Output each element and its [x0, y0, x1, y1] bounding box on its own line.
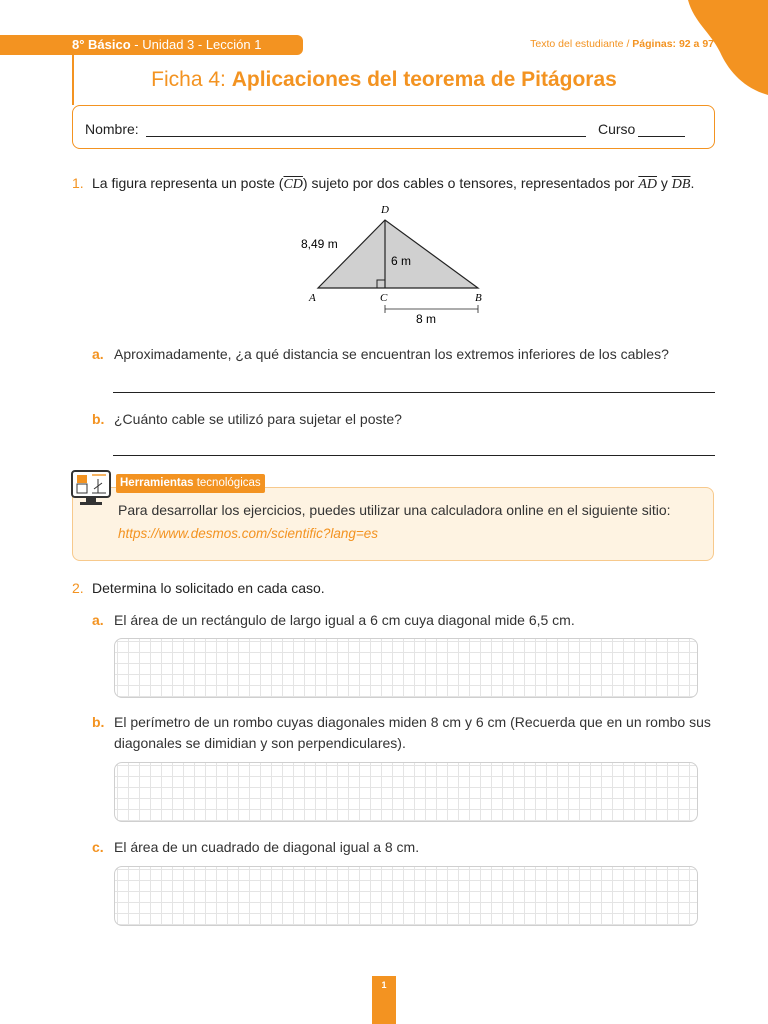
q2c-letter: c.: [92, 839, 104, 855]
side-ad-length: 8,49 m: [301, 237, 338, 251]
q2a-letter: a.: [92, 612, 104, 628]
segment-cd: $\overline{CD}$: [283, 177, 303, 192]
grade-label: 8° Básico: [72, 37, 131, 52]
course-field[interactable]: [638, 136, 685, 137]
reference-label: [530, 38, 714, 50]
q2-text: Determina lo solicitado en cada caso.: [92, 580, 325, 596]
computer-icon: [70, 469, 114, 507]
name-label: Nombre:: [85, 121, 139, 137]
label-d: D: [381, 204, 389, 216]
q1b-answer-line[interactable]: [113, 455, 715, 456]
base-cb-length: 8 m: [416, 312, 437, 326]
reference-prefix: Texto del estudiante /: [530, 38, 633, 50]
q2a-work-area[interactable]: [114, 638, 698, 698]
q2b-work-area[interactable]: [114, 762, 698, 822]
page-number: 1: [372, 976, 396, 1024]
tools-tag: [116, 474, 265, 493]
tools-text: Para desarrollar los ejercicios, puedes utilizar una calculadora online en el siguiente sitio:: [118, 502, 671, 518]
tools-box: [72, 487, 714, 561]
q1a-answer-line[interactable]: [113, 392, 715, 393]
q1b-letter: b.: [92, 411, 105, 427]
q1-text-end: .: [690, 175, 695, 191]
height-cd-length: 6 m: [391, 254, 412, 268]
label-b: B: [475, 292, 482, 304]
q1-number: 1.: [72, 175, 84, 191]
pole-triangle-figure: [290, 198, 500, 333]
lesson-header: [0, 35, 303, 55]
name-field[interactable]: [146, 136, 586, 137]
student-info-box: [72, 105, 715, 149]
segment-db: $\overline{DB}$: [671, 177, 691, 192]
q2c-text: El área de un cuadrado de diagonal igual a 8 cm.: [114, 839, 420, 855]
q2b-text-line1: El perímetro de un rombo cuyas diagonales miden 8 cm y 6 cm (Recuerda que en un rombo sus: [114, 714, 711, 730]
q2-number: 2.: [72, 580, 84, 596]
tools-tag-light: tecnológicas: [196, 477, 261, 489]
reference-pages: Páginas: 92 a 97: [632, 38, 714, 50]
page-title: [0, 68, 768, 92]
course-label: Curso: [598, 121, 636, 137]
segment-ad: $\overline{AD}$: [638, 177, 658, 192]
q1a-letter: a.: [92, 346, 104, 362]
label-c: C: [380, 292, 388, 304]
q1-text-before: La figura representa un poste (: [92, 175, 284, 191]
tools-tag-bold: Herramientas: [120, 477, 194, 489]
title-prefix: Ficha 4:: [151, 68, 232, 91]
unit-lesson-label: - Unidad 3 - Lección 1: [130, 37, 262, 52]
title-main: Aplicaciones del teorema de Pitágoras: [231, 68, 617, 91]
q1b-text: ¿Cuánto cable se utilizó para sujetar el poste?: [114, 411, 402, 427]
q1-text-middle: ) sujeto por dos cables o tensores, representados por: [302, 175, 639, 191]
q2b-text-line2: diagonales se dimidian y son perpendiculares).: [114, 735, 406, 751]
q2a-text: El área de un rectángulo de largo igual a 6 cm cuya diagonal mide 6,5 cm.: [114, 612, 575, 628]
q1-conj: y: [657, 175, 672, 191]
q1a-text: Aproximadamente, ¿a qué distancia se encuentran los extremos inferiores de los cables?: [114, 346, 669, 362]
q2c-work-area[interactable]: [114, 866, 698, 926]
q2b-letter: b.: [92, 714, 105, 730]
label-a: A: [309, 292, 316, 304]
desmos-link[interactable]: https://www.desmos.com/scientific?lang=es: [118, 526, 378, 541]
q1-text: [92, 175, 694, 193]
